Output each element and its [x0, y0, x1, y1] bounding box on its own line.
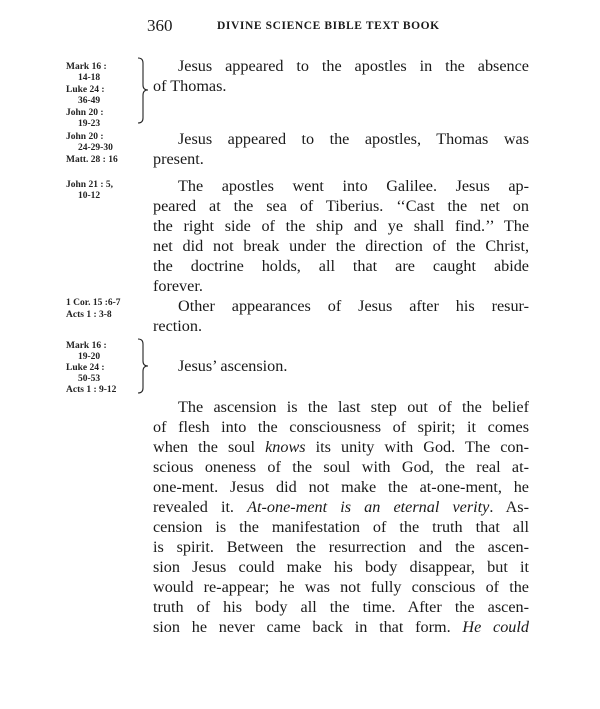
- margin-ref: 24-29-30: [78, 142, 113, 153]
- text-line: Jesus appeared to the apostles, Thomas was: [178, 130, 529, 148]
- margin-ref: Luke 24 :: [66, 85, 105, 95]
- text-line: the doctrine holds, all that are caught abide: [153, 257, 529, 275]
- text-line: forever.: [153, 277, 203, 295]
- margin-ref: 50-53: [78, 373, 101, 384]
- text-line: [153, 417, 529, 437]
- text-line: of Thomas.: [153, 77, 227, 95]
- italic-text: He could: [462, 618, 529, 636]
- margin-ref: John 20 :: [66, 108, 104, 118]
- margin-ref: 19-23: [78, 118, 101, 129]
- text-run: is spirit. Between the resurrection and the ascen-: [153, 538, 529, 556]
- margin-ref: Matt. 28 : 16: [66, 155, 118, 165]
- margin-note-refs: [66, 132, 118, 166]
- margin-ref: Acts 1 : 9-12: [66, 385, 117, 395]
- running-title: DIVINE SCIENCE BIBLE TEXT BOOK: [217, 20, 440, 32]
- text-run: truth of his body all the time. After the ascen-: [153, 598, 529, 616]
- text-line: net did not break under the direction of the Christ,: [153, 237, 529, 255]
- text-run: its unity with God. The con-: [305, 438, 529, 456]
- page-number: 360: [147, 16, 173, 35]
- margin-note-refs: [66, 62, 107, 129]
- text-run: sion Jesus could make his body disappear, but it: [153, 558, 529, 576]
- text-line: [153, 597, 529, 617]
- margin-ref: Acts 1 : 3-8: [66, 309, 112, 320]
- section-paragraph: [153, 56, 529, 96]
- italic-text: At-one-ment is an eternal verity: [247, 498, 490, 516]
- text-line: [153, 557, 529, 577]
- brace-icon: [136, 338, 150, 394]
- text-line: [153, 397, 529, 417]
- page-header: [0, 16, 600, 40]
- text-line: [153, 577, 529, 597]
- italic-text: knows: [265, 438, 306, 456]
- text-run: scious oneness of the soul with God, the real at-: [153, 458, 529, 476]
- text-line: [153, 537, 529, 557]
- section-paragraph: [153, 176, 529, 296]
- margin-ref: 1 Cor. 15 :6-7: [66, 298, 121, 308]
- section-paragraph: [153, 296, 529, 336]
- text-line: Jesus appeared to the apostles in the absence: [178, 57, 529, 75]
- text-run: of flesh into the consciousness of spirit; it comes: [153, 418, 529, 436]
- text-run: one-ment. Jesus did not make the at-one-ment, he: [153, 478, 529, 496]
- section-paragraph: [153, 356, 529, 376]
- text-run: cension is the manifestation of the truth that all: [153, 518, 529, 536]
- text-run: sion he never came back in that form.: [153, 618, 463, 636]
- body-paragraph: [153, 397, 529, 637]
- text-run: when the soul: [153, 438, 266, 456]
- margin-note-refs: [66, 298, 121, 320]
- margin-ref: John 21 : 5,: [66, 180, 113, 190]
- margin-note-refs: [66, 341, 116, 396]
- margin-note-refs: [66, 180, 113, 201]
- text-line: Jesus’ ascension.: [178, 357, 288, 375]
- section-paragraph: [153, 129, 529, 169]
- margin-ref: Mark 16 :: [66, 62, 107, 72]
- text-run: . As-: [489, 498, 529, 516]
- text-line: Other appearances of Jesus after his resur-: [178, 297, 529, 315]
- text-line: peared at the sea of Tiberius. ‘‘Cast the net on: [153, 197, 529, 215]
- text-run: revealed it.: [153, 498, 248, 516]
- text-line: [153, 477, 529, 497]
- text-line: [153, 617, 529, 637]
- text-line: [153, 517, 529, 537]
- margin-ref: 36-49: [78, 95, 101, 106]
- margin-ref: 19-20: [78, 351, 101, 362]
- text-line: the right side of the ship and ye shall find.’’ The: [153, 217, 529, 235]
- brace-icon: [136, 57, 150, 124]
- text-run: would re-appear; he was not fully conscious of the: [153, 578, 529, 596]
- margin-ref: 14-18: [78, 72, 101, 83]
- margin-ref: 10-12: [78, 190, 101, 201]
- text-line: [153, 437, 529, 457]
- text-line: [153, 497, 529, 517]
- margin-ref: Luke 24 :: [66, 363, 105, 373]
- margin-ref: John 20 :: [66, 132, 104, 142]
- text-line: present.: [153, 150, 204, 168]
- text-line: rection.: [153, 317, 202, 335]
- text-line: [153, 457, 529, 477]
- text-run: The ascension is the last step out of the belief: [178, 398, 529, 416]
- margin-ref: Mark 16 :: [66, 341, 107, 351]
- text-line: The apostles went into Galilee. Jesus ap-: [178, 177, 529, 195]
